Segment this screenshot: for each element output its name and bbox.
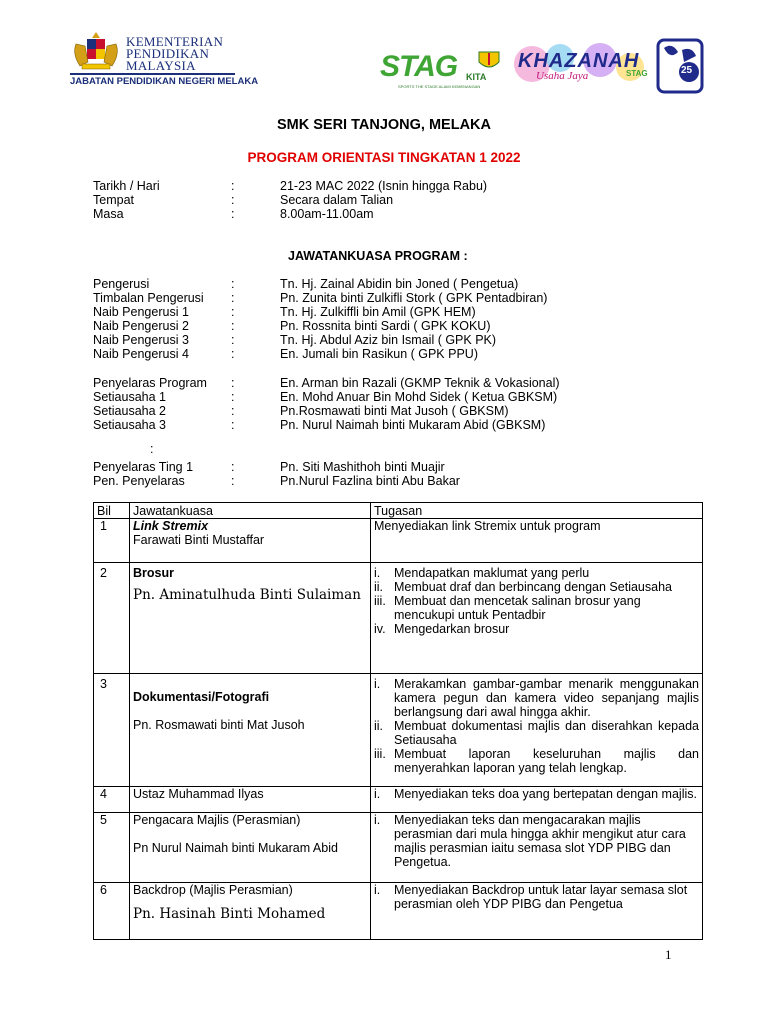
committee-title: Dokumentasi/Fotografi [133,690,270,704]
task-text: Menyediakan teks dan mengacarakan majlis perasmian dari mula hingga akhir mengikut atur cara majlis perasmian iaitu semasa slot YDP PIBG dan Pengetua. [394,813,686,869]
state-crest-icon [476,48,502,72]
detail-row [93,179,713,193]
kpm-line-3: MALAYSIA [126,58,196,73]
task-text: Menyediakan link Stremix untuk program [374,519,601,533]
committee-row [93,277,713,291]
row-number: 1 [94,519,130,563]
role-colon: : [231,347,235,361]
detail-colon: : [231,193,235,207]
role-label: Setiausaha 1 [93,390,166,404]
program-title: PROGRAM ORIENTASI TINGKATAN 1 2022 [247,150,521,165]
committee-row [93,291,713,305]
stag-wordmark: STAG [380,50,458,83]
role-colon: : [231,474,235,488]
committee-title: Ustaz Muhammad Ilyas [133,787,264,801]
committee-row [93,390,713,404]
task-text: Mengedarkan brosur [394,622,510,636]
kpm-department: JABATAN PENDIDIKAN NEGERI MELAKA [70,76,259,87]
detail-value: 8.00am-11.00am [280,207,374,221]
role-person: En. Arman bin Razali (GKMP Teknik & Vokasional) [280,376,560,390]
role-colon: : [231,291,235,305]
detail-colon: : [231,207,235,221]
role-label: Penyelaras Ting 1 [93,460,194,474]
detail-key: Tempat [93,193,134,207]
committee-cell [130,787,371,813]
task-cell [371,883,703,940]
task-item [374,813,699,869]
role-person: Pn. Zunita binti Zulkifli Stork ( GPK Pentadbiran) [280,291,548,305]
stag-tagline: SPORTS THE STAGE ALAMI KEMENANGAN [398,84,481,89]
header-jawatankuasa: Jawatankuasa [130,503,371,519]
task-cell [371,813,703,883]
anniversary-25-logo [656,38,704,98]
committee-heading: JAWATANKUASA PROGRAM : [288,249,468,263]
duties-table [93,502,703,940]
kpm-logo [70,30,259,90]
committee-row [93,460,713,474]
committee-title: Link Stremix [133,519,209,533]
role-person: Pn. Siti Mashithoh binti Muajir [280,460,445,474]
role-person: En. Mohd Anuar Bin Mohd Sidek ( Ketua GBKSM) [280,390,558,404]
committee-row [93,347,713,361]
committee-person: Pn Nurul Naimah binti Mukaram Abid [133,841,338,855]
role-colon: : [231,319,235,333]
task-list [374,787,699,801]
stag-kita-logo [378,48,508,92]
detail-key: Masa [93,207,124,221]
detail-key: Tarikh / Hari [93,179,160,193]
committee-cell [130,563,371,674]
role-person: Pn.Nurul Fazlina binti Abu Bakar [280,474,460,488]
task-cell [371,563,703,674]
task-list [374,813,699,869]
task-item [374,747,699,775]
kpm-divider [70,73,235,75]
anniversary-emblem-icon [656,38,704,98]
task-item [374,719,699,747]
stag-kita-label: KITA [466,72,487,82]
role-person: Pn. Nurul Naimah binti Mukaram Abid (GBKSM) [280,418,546,432]
detail-row [93,207,713,221]
table-row [94,787,703,813]
committee-person: Pn. Aminatulhuda Binti Sulaiman [133,587,361,603]
table-header-row [94,503,703,519]
committee-row [93,305,713,319]
role-person: Tn. Hj. Abdul Aziz bin Ismail ( GPK PK) [280,333,497,347]
header-bil: Bil [94,503,130,519]
table-row [94,674,703,787]
task-cell [371,519,703,563]
row-number: 4 [94,787,130,813]
role-label: Naib Pengerusi 4 [93,347,189,361]
task-marker: ii. [374,580,384,594]
committee-row [93,319,713,333]
page-number: 1 [665,947,672,962]
role-label: Naib Pengerusi 2 [93,319,189,333]
role-colon: : [231,418,235,432]
committee-title: Brosur [133,566,174,580]
detail-value: Secara dalam Talian [280,193,394,207]
role-person: Pn. Rossnita binti Sardi ( GPK KOKU) [280,319,491,333]
role-label: Pen. Penyelaras [93,474,185,488]
khazanah-wordmark: KHAZANAH [518,50,640,72]
task-marker: i. [374,813,381,827]
row-number: 5 [94,813,130,883]
role-colon: : [231,376,235,390]
committee-row [93,376,713,390]
row-number: 2 [94,563,130,674]
role-label: Pengerusi [93,277,150,291]
malaysia-crest-icon [70,30,122,76]
task-cell [371,787,703,813]
detail-colon: : [231,179,235,193]
committee-row [93,404,713,418]
task-text: Menyediakan teks doa yang bertepatan dengan majlis. [394,787,697,801]
committee-title: Pengacara Majlis (Perasmian) [133,813,301,827]
row-number: 3 [94,674,130,787]
role-colon: : [231,277,235,291]
header-tugasan: Tugasan [371,503,703,519]
task-marker: iv. [374,622,386,636]
detail-row [93,193,713,207]
kpm-line-1: KEMENTERIAN [126,34,224,49]
task-text: Membuat laporan keseluruhan majlis dan menyerahkan laporan yang telah lengkap. [394,747,699,775]
task-item [374,787,699,801]
task-text: Mendapatkan maklumat yang perlu [394,566,590,580]
school-title: SMK SERI TANJONG, MELAKA [276,117,492,133]
role-person: En. Jumali bin Rasikun ( GPK PPU) [280,347,478,361]
role-label: Naib Pengerusi 1 [93,305,189,319]
task-item [374,677,699,719]
task-list [374,883,699,911]
task-text: Membuat dokumentasi majlis dan diserahkan kepada Setiausaha [394,719,699,747]
committee-person: Farawati Binti Mustaffar [133,533,265,547]
task-cell [371,674,703,787]
committee-title: Backdrop (Majlis Perasmian) [133,883,293,897]
task-marker: ii. [374,719,384,733]
kpm-wordmark [126,36,223,72]
anniversary-number: 25 [681,65,693,76]
task-marker: iii. [374,747,386,761]
task-text: Merakamkan gambar-gambar menarik menggunakan kamera pegun dan kamera video sepanjang majlis berlangsung dari awal hingga akhir. [394,677,699,719]
committee-cell [130,674,371,787]
task-list [374,566,699,636]
task-text: Menyediakan Backdrop untuk latar layar semasa slot perasmian oleh YDP PIBG dan Pengetua [394,883,688,911]
committee-cell [130,519,371,563]
khazanah-stag-mark: STAG [626,69,648,78]
task-text: Membuat dan mencetak salinan brosur yang mencukupi untuk Pentadbir [394,594,641,622]
table-row [94,883,703,940]
role-person: Tn. Hj. Zulkiffli bin Amil (GPK HEM) [280,305,476,319]
task-marker: i. [374,883,381,897]
committee-row [93,333,713,347]
role-label: Setiausaha 3 [93,418,166,432]
role-colon: : [231,333,235,347]
table-row [94,519,703,563]
task-marker: i. [374,566,381,580]
khazanah-tagline: Usaha Jaya [536,70,589,82]
detail-value: 21-23 MAC 2022 (Isnin hingga Rabu) [280,179,488,193]
kpm-line-2: PENDIDIKAN [126,46,210,61]
task-marker: iii. [374,594,386,608]
role-person: Pn.Rosmawati binti Mat Jusoh ( GBKSM) [280,404,509,418]
row-number: 6 [94,883,130,940]
table-row [94,563,703,674]
committee-person: Pn. Hasinah Binti Mohamed [133,906,326,922]
committee-row [93,474,713,488]
role-person: Tn. Hj. Zainal Abidin bin Joned ( Pengetua) [280,277,519,291]
task-item [374,622,699,636]
task-item [374,580,699,594]
task-list [374,677,699,775]
role-label: Timbalan Pengerusi [93,291,204,305]
task-item [374,594,699,622]
role-colon: : [231,305,235,319]
task-marker: i. [374,677,381,691]
committee-cell [130,883,371,940]
khazanah-logo [510,42,655,97]
role-colon: : [231,390,235,404]
stray-colon: : [150,442,154,456]
role-label: Penyelaras Program [93,376,207,390]
role-label: Setiausaha 2 [93,404,166,418]
committee-person: Pn. Rosmawati binti Mat Jusoh [133,718,305,732]
role-colon: : [231,404,235,418]
task-item [374,883,699,911]
task-marker: i. [374,787,381,801]
committee-row [93,418,713,432]
task-item [374,566,699,580]
table-row [94,813,703,883]
committee-cell [130,813,371,883]
task-text: Membuat draf dan berbincang dengan Setiausaha [394,580,672,594]
role-colon: : [231,460,235,474]
role-label: Naib Pengerusi 3 [93,333,189,347]
